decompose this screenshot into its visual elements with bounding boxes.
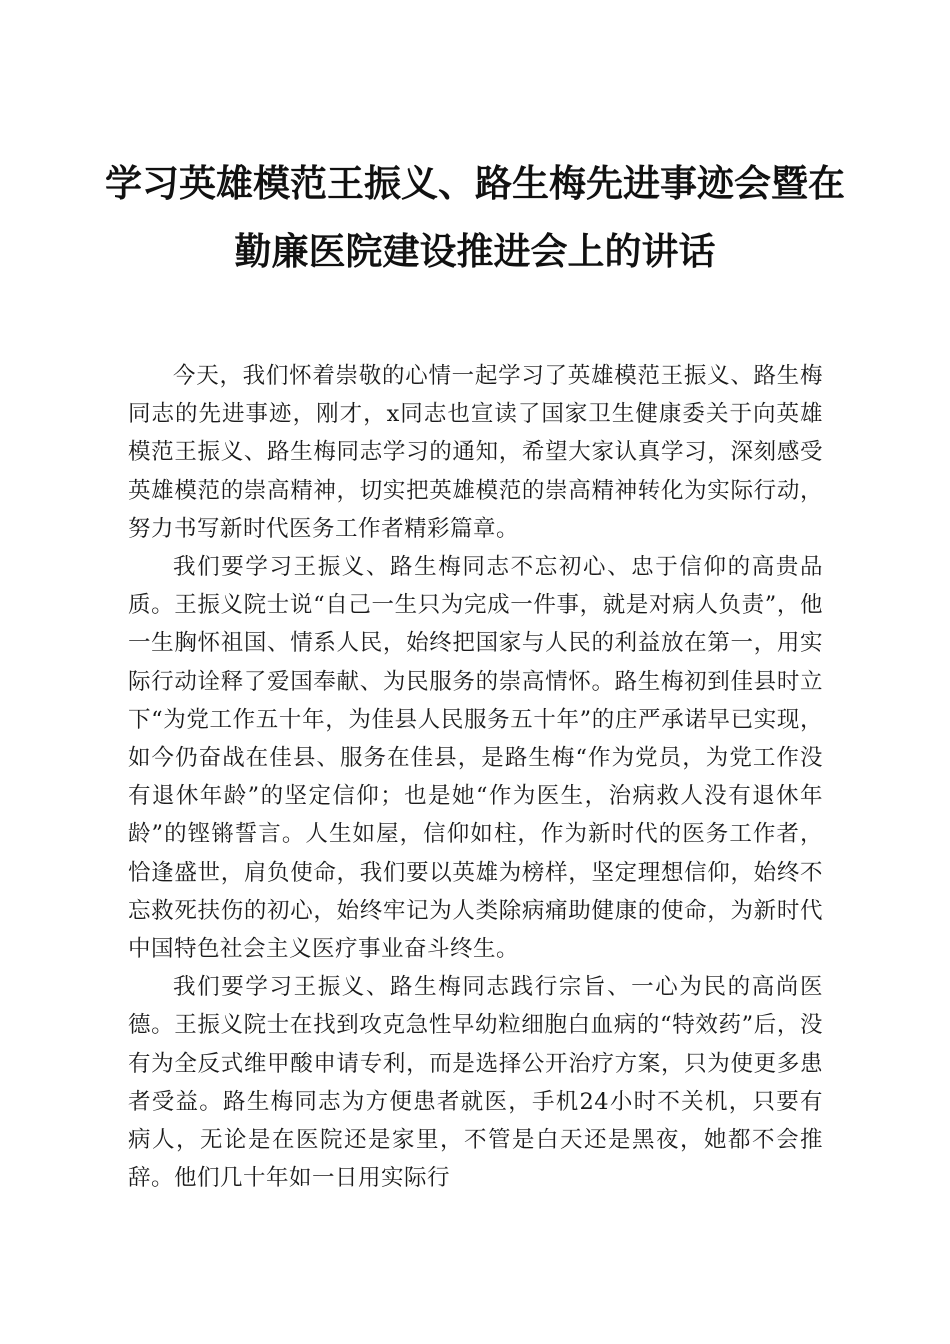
document-title xyxy=(100,160,850,274)
paragraph-2: 我们要学习王振义、路生梅同志不忘初心、忠于信仰的高贵品质。王振义院士说“自己一生只为完成一件事，就是对病人负责”，他一生胸怀祖国、情系人民，始终把国家与人民的利益放在第一，用实际行动诠释了爱国奉献、为民服务的崇高情怀。路生梅初到佳县时立下“为党工作五十年，为佳县人民服务五十年”的庄严承诺早已实现，如今仍奋战在佳县、服务在佳县，是路生梅“作为党员，为党工作没有退休年龄”的坚定信仰；也是她“作为医生，治病救人没有退休年龄”的铿锵誓言。人生如屋，信仰如柱，作为新时代的医务工作者，恰逢盛世，肩负使命，我们要以英雄为榜样，坚定理想信仰，始终不忘救死扶伤的初心，始终牢记为人类除病痛助健康的使命，为新时代中国特色社会主义医疗事业奋斗终生。 xyxy=(128,554,823,963)
paragraph-3: 我们要学习王振义、路生梅同志践行宗旨、一心为民的高尚医德。王振义院士在找到攻克急性早幼粒细胞白血病的“特效药”后，没有为全反式维甲酸申请专利，而是选择公开治疗方案，只为使更多患者受益。路生梅同志为方便患者就医，手机24小时不关机，只要有病人，无论是在医院还是家里，不管是白天还是黑夜，她都不会推辞。他们几十年如一日用实际行 xyxy=(128,974,823,1192)
title-line-2: 勤廉医院建设推进会上的讲话 xyxy=(234,229,716,273)
document-body xyxy=(128,357,823,1197)
paragraph-1: 今天，我们怀着崇敬的心情一起学习了英雄模范王振义、路生梅同志的先进事迹，刚才，x同志也宣读了国家卫生健康委关于向英雄模范王振义、路生梅同志学习的通知，希望大家认真学习，深刻感受英雄模范的崇高精神，切实把英雄模范的崇高精神转化为实际行动，努力书写新时代医务工作者精彩篇章。 xyxy=(128,363,823,542)
title-line-1: 学习英雄模范王振义、路生梅先进事迹会暨在 xyxy=(105,161,845,205)
